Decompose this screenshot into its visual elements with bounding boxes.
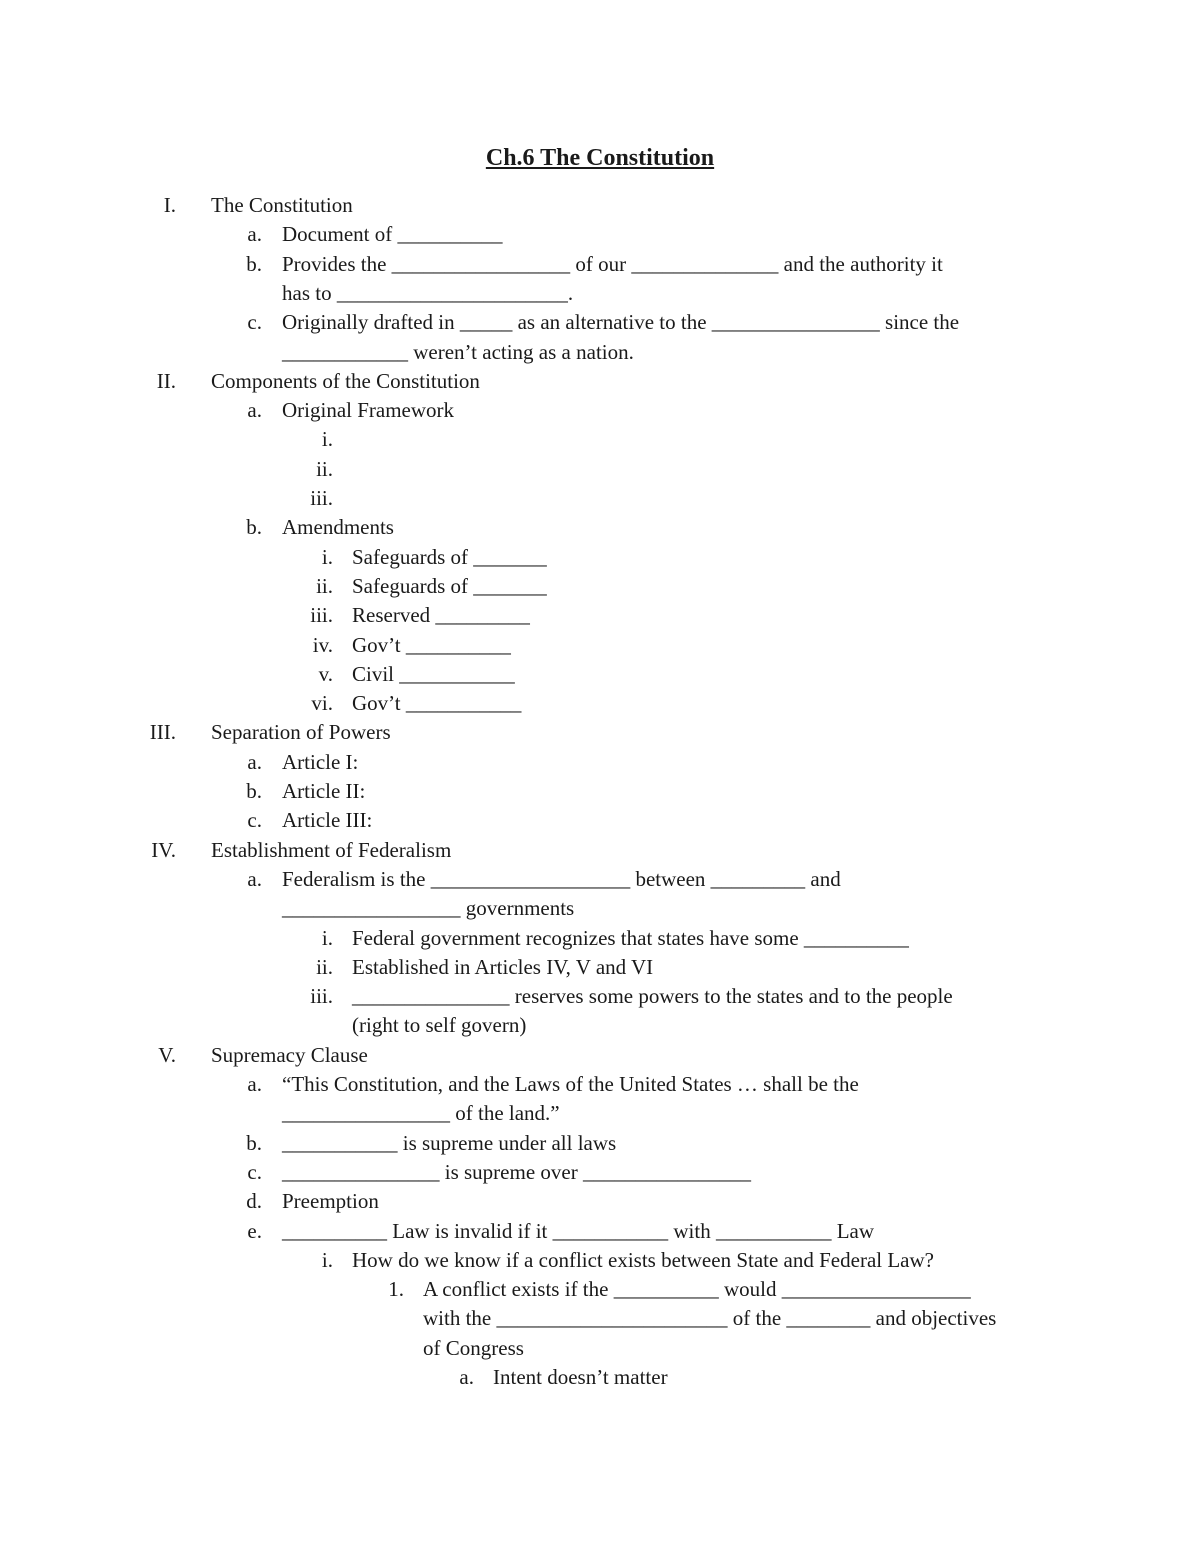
outline-marker: b.: [246, 252, 262, 276]
outline-item-text: _________________ governments: [282, 896, 575, 920]
outline-item-text: Document of __________: [282, 222, 503, 246]
outline-marker: a.: [247, 867, 262, 891]
outline-marker: III.: [149, 720, 176, 744]
outline-marker: b.: [246, 1131, 262, 1155]
outline-item-text: Article I:: [282, 750, 359, 774]
outline-item-text: Safeguards of _______: [352, 574, 547, 598]
page-title: Ch.6 The Constitution: [485, 145, 715, 171]
outline-item-text: Separation of Powers: [211, 720, 391, 744]
outline-marker: i.: [321, 427, 333, 451]
outline-marker: i.: [321, 1248, 333, 1272]
outline-item-text: Federalism is the ___________________ between _________ and: [282, 867, 841, 891]
outline-marker: d.: [246, 1189, 262, 1213]
outline-marker: iv.: [312, 633, 333, 657]
outline-item-text: ___________ is supreme under all laws: [282, 1131, 617, 1155]
outline-marker: ii.: [316, 574, 333, 598]
outline-item-text: of Congress: [423, 1336, 524, 1360]
outline-item-text: Amendments: [282, 515, 394, 539]
outline-marker: i.: [321, 926, 333, 950]
outline-item-text: Intent doesn’t matter: [493, 1365, 668, 1389]
outline-marker: i.: [321, 545, 333, 569]
outline-marker: c.: [247, 310, 262, 334]
outline-marker: V.: [158, 1043, 176, 1067]
outline-marker: c.: [247, 1160, 262, 1184]
outline-item-text: __________ Law is invalid if it ___________ with ___________ Law: [282, 1219, 875, 1243]
outline-marker: iii.: [310, 486, 333, 510]
outline-item-text: Gov’t ___________: [352, 691, 522, 715]
outline-item-text: The Constitution: [211, 193, 353, 217]
outline-marker: IV.: [151, 838, 176, 862]
outline-item-text: Federal government recognizes that states have some __________: [352, 926, 909, 950]
outline-marker: ii.: [316, 457, 333, 481]
outline-item-text: Article II:: [282, 779, 366, 803]
outline-marker: a.: [247, 222, 262, 246]
outline-marker: vi.: [311, 691, 333, 715]
outline-item-text: (right to self govern): [352, 1013, 527, 1037]
outline-item-text: “This Constitution, and the Laws of the United States … shall be the: [282, 1072, 859, 1096]
outline-item-text: Civil ___________: [352, 662, 515, 686]
outline-item-text: _______________ is supreme over ________________: [282, 1160, 751, 1184]
outline-item-text: A conflict exists if the __________ would __________________: [423, 1277, 971, 1301]
outline-item-text: _______________ reserves some powers to the states and to the people: [352, 984, 953, 1008]
outline-marker: a.: [247, 398, 262, 422]
outline-marker: II.: [156, 369, 176, 393]
outline-marker: ii.: [316, 955, 333, 979]
outline-marker: e.: [247, 1219, 262, 1243]
outline-marker: 1.: [388, 1277, 404, 1301]
outline-marker: iii.: [310, 984, 333, 1008]
outline-item-text: Establishment of Federalism: [211, 838, 452, 862]
outline-item-text: has to ______________________.: [282, 281, 574, 305]
outline-marker: c.: [247, 808, 262, 832]
outline-marker: b.: [246, 515, 262, 539]
outline-item-text: Established in Articles IV, V and VI: [352, 955, 654, 979]
outline-item-text: Preemption: [282, 1189, 379, 1213]
outline-item-text: Safeguards of _______: [352, 545, 547, 569]
outline-item-text: Gov’t __________: [352, 633, 511, 657]
outline-marker: iii.: [310, 603, 333, 627]
outline-marker: v.: [318, 662, 333, 686]
outline-item-text: Original Framework: [282, 398, 455, 422]
outline-marker: a.: [459, 1365, 474, 1389]
outline-item-text: ________________ of the land.”: [282, 1101, 560, 1125]
outline-marker: b.: [246, 779, 262, 803]
outline-marker: a.: [247, 750, 262, 774]
outline-item-text: with the ______________________ of the ________ and objectives: [423, 1306, 997, 1330]
outline-item-text: Components of the Constitution: [211, 369, 480, 393]
outline-item-text: Originally drafted in _____ as an alternative to the ________________ since the: [282, 310, 960, 334]
outline-item-text: How do we know if a conflict exists between State and Federal Law?: [352, 1248, 934, 1272]
outline-marker: a.: [247, 1072, 262, 1096]
outline-item-text: Article III:: [282, 808, 373, 832]
outline-item-text: Provides the _________________ of our ______________ and the authority it: [282, 252, 943, 276]
outline-marker: I.: [163, 193, 176, 217]
outline-item-text: Supremacy Clause: [211, 1043, 368, 1067]
outline-item-text: Reserved _________: [352, 603, 530, 627]
outline-item-text: ____________ weren’t acting as a nation.: [282, 340, 634, 364]
